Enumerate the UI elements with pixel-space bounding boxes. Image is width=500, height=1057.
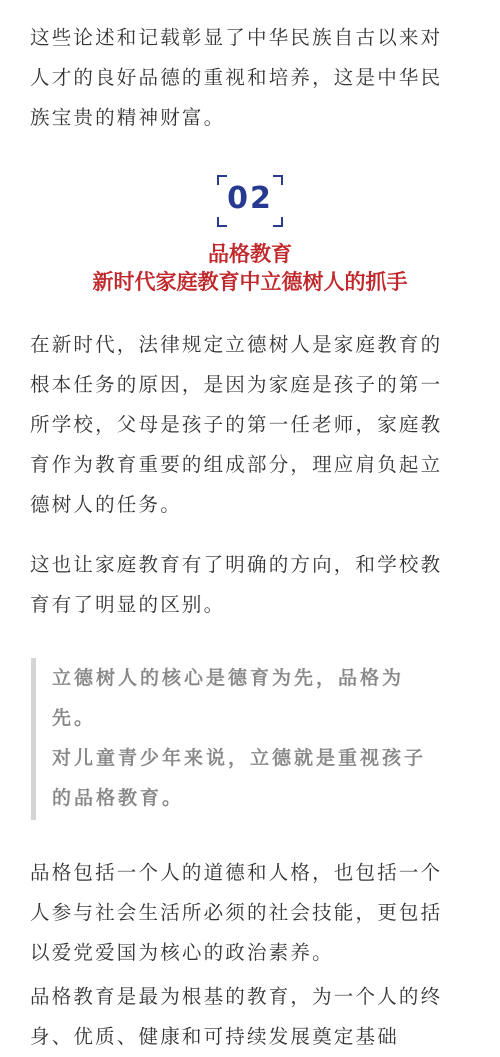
body-paragraph <box>30 325 474 525</box>
text-line: 身、优质、健康和可持续发展奠定基础 <box>30 1025 399 1048</box>
body-paragraph <box>30 977 474 1057</box>
quote-line: 的品格教育。 <box>52 787 185 809</box>
text-line: 这些论述和记载彰显了中华民族自古以来对 <box>30 26 443 49</box>
body-paragraph <box>30 545 474 625</box>
quote-bar <box>31 658 36 820</box>
text-line: 品格包括一个人的道德和人格，也包括一个 <box>30 861 443 884</box>
section-subtitle: 新时代家庭教育中立德树人的抓手 <box>92 270 408 294</box>
blockquote <box>31 658 471 820</box>
corner-bracket <box>217 217 227 227</box>
section-number: 02 <box>227 181 273 216</box>
text-line: 人才的良好品德的重视和培养，这是中华民 <box>30 66 443 89</box>
text-line: 德树人的任务。 <box>30 493 182 516</box>
text-line: 族宝贵的精神财富。 <box>30 106 226 129</box>
text-line: 在新时代，法律规定立德树人是家庭教育的 <box>30 333 443 356</box>
text-line: 所学校，父母是孩子的第一任老师，家庭教 <box>30 413 443 436</box>
corner-bracket <box>273 217 283 227</box>
text-line: 育作为教育重要的组成部分，理应肩负起立 <box>30 453 443 476</box>
section-number-badge <box>217 175 283 227</box>
text-line: 育有了明显的区别。 <box>30 593 226 616</box>
text-line: 根本任务的原因，是因为家庭是孩子的第一 <box>30 373 443 396</box>
quote-line: 立德树人的核心是德育为先，品格为 <box>52 667 405 689</box>
quote-line: 先。 <box>52 707 97 729</box>
quote-line: 对儿童青少年来说，立德就是重视孩子 <box>52 747 427 769</box>
body-paragraph <box>30 853 474 973</box>
section-title: 品格教育 <box>208 242 292 266</box>
quote-text <box>52 658 462 818</box>
intro-paragraph <box>30 18 474 138</box>
text-line: 品格教育是最为根基的教育，为一个人的终 <box>30 985 443 1008</box>
text-line: 人参与社会生活所必须的社会技能，更包括 <box>30 901 443 924</box>
text-line: 这也让家庭教育有了明确的方向，和学校教 <box>30 553 443 576</box>
text-line: 以爱党爱国为核心的政治素养。 <box>30 941 334 964</box>
